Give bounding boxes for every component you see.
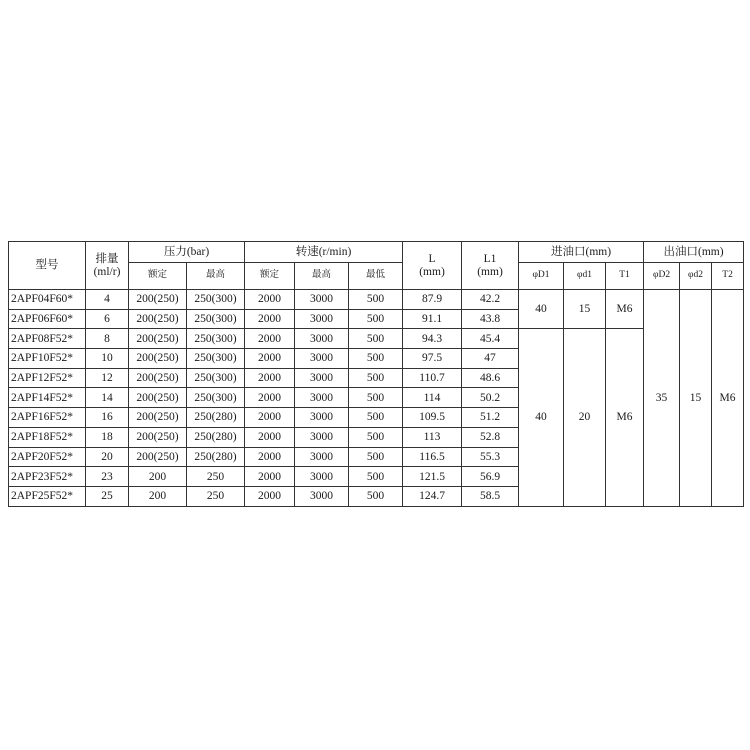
- cell-speed-max: 3000: [295, 349, 349, 369]
- cell-model: 2APF20F52*: [9, 447, 86, 467]
- cell-L1: 55.3: [462, 447, 519, 467]
- header-outlet: 出油口(mm): [644, 242, 744, 263]
- cell-inlet-T1-group2: M6: [606, 329, 644, 506]
- cell-L: 114: [403, 388, 462, 408]
- cell-pressure-rated: 200(250): [129, 388, 187, 408]
- cell-speed-max: 3000: [295, 368, 349, 388]
- cell-speed-min: 500: [349, 467, 403, 487]
- header-inlet-D1: φD1: [519, 263, 564, 290]
- cell-pressure-max: 250(280): [187, 427, 245, 447]
- cell-outlet-D2: 35: [644, 290, 680, 507]
- header-L-unit: (mm): [419, 265, 445, 278]
- header-inlet-d1: φd1: [564, 263, 606, 290]
- cell-model: 2APF06F60*: [9, 309, 86, 329]
- cell-pressure-rated: 200: [129, 467, 187, 487]
- cell-L1: 58.5: [462, 486, 519, 506]
- cell-pressure-rated: 200(250): [129, 427, 187, 447]
- header-L-label: L: [428, 253, 436, 266]
- cell-speed-max: 3000: [295, 486, 349, 506]
- cell-L: 121.5: [403, 467, 462, 487]
- header-displacement-label: 排量: [95, 253, 119, 266]
- cell-inlet-D1-group2: 40: [519, 329, 564, 506]
- cell-speed-max: 3000: [295, 329, 349, 349]
- cell-model: 2APF12F52*: [9, 368, 86, 388]
- cell-speed-min: 500: [349, 329, 403, 349]
- cell-inlet-D1-group1: 40: [519, 290, 564, 329]
- header-outlet-T2: T2: [712, 263, 744, 290]
- cell-displacement: 16: [86, 408, 129, 428]
- cell-displacement: 8: [86, 329, 129, 349]
- cell-speed-rated: 2000: [245, 427, 295, 447]
- cell-outlet-T2: M6: [712, 290, 744, 507]
- cell-pressure-rated: 200(250): [129, 447, 187, 467]
- cell-displacement: 12: [86, 368, 129, 388]
- cell-inlet-d1-group1: 15: [564, 290, 606, 329]
- header-speed-rated: 额定: [245, 263, 295, 290]
- cell-inlet-T1-group1: M6: [606, 290, 644, 329]
- cell-L1: 51.2: [462, 408, 519, 428]
- header-speed-min: 最低: [349, 263, 403, 290]
- cell-L1: 47: [462, 349, 519, 369]
- cell-speed-max: 3000: [295, 447, 349, 467]
- cell-pressure-max: 250: [187, 467, 245, 487]
- header-displacement: [86, 242, 129, 290]
- cell-L1: 43.8: [462, 309, 519, 329]
- cell-pressure-max: 250(300): [187, 329, 245, 349]
- header-inlet: 进油口(mm): [519, 242, 644, 263]
- cell-pressure-rated: 200(250): [129, 408, 187, 428]
- cell-pressure-max: 250(300): [187, 368, 245, 388]
- cell-displacement: 18: [86, 427, 129, 447]
- spec-table: [8, 241, 744, 507]
- header-pressure-rated: 额定: [129, 263, 187, 290]
- cell-speed-min: 500: [349, 486, 403, 506]
- cell-speed-max: 3000: [295, 467, 349, 487]
- cell-model: 2APF10F52*: [9, 349, 86, 369]
- cell-speed-rated: 2000: [245, 447, 295, 467]
- cell-pressure-max: 250(280): [187, 408, 245, 428]
- cell-speed-rated: 2000: [245, 388, 295, 408]
- cell-speed-rated: 2000: [245, 349, 295, 369]
- cell-L1: 42.2: [462, 290, 519, 310]
- cell-displacement: 4: [86, 290, 129, 310]
- cell-L1: 50.2: [462, 388, 519, 408]
- cell-pressure-max: 250(300): [187, 309, 245, 329]
- header-L: [403, 242, 462, 290]
- cell-model: 2APF25F52*: [9, 486, 86, 506]
- cell-L: 97.5: [403, 349, 462, 369]
- cell-speed-min: 500: [349, 427, 403, 447]
- cell-speed-max: 3000: [295, 408, 349, 428]
- cell-model: 2APF18F52*: [9, 427, 86, 447]
- cell-pressure-max: 250(300): [187, 290, 245, 310]
- cell-model: 2APF16F52*: [9, 408, 86, 428]
- cell-model: 2APF23F52*: [9, 467, 86, 487]
- header-L1-label: L1: [483, 253, 497, 266]
- cell-speed-max: 3000: [295, 427, 349, 447]
- cell-speed-max: 3000: [295, 388, 349, 408]
- cell-speed-rated: 2000: [245, 486, 295, 506]
- cell-inlet-d1-group2: 20: [564, 329, 606, 506]
- cell-pressure-max: 250(300): [187, 349, 245, 369]
- cell-speed-min: 500: [349, 408, 403, 428]
- cell-L: 110.7: [403, 368, 462, 388]
- cell-pressure-max: 250(300): [187, 388, 245, 408]
- cell-speed-rated: 2000: [245, 290, 295, 310]
- cell-L1: 45.4: [462, 329, 519, 349]
- header-pressure: 压力(bar): [129, 242, 245, 263]
- header-inlet-T1: T1: [606, 263, 644, 290]
- cell-pressure-rated: 200(250): [129, 329, 187, 349]
- cell-L: 87.9: [403, 290, 462, 310]
- cell-displacement: 14: [86, 388, 129, 408]
- cell-speed-min: 500: [349, 349, 403, 369]
- cell-pressure-rated: 200(250): [129, 368, 187, 388]
- cell-speed-rated: 2000: [245, 329, 295, 349]
- cell-speed-rated: 2000: [245, 368, 295, 388]
- cell-pressure-max: 250: [187, 486, 245, 506]
- cell-speed-max: 3000: [295, 309, 349, 329]
- cell-speed-max: 3000: [295, 290, 349, 310]
- cell-displacement: 10: [86, 349, 129, 369]
- cell-displacement: 20: [86, 447, 129, 467]
- header-outlet-d2: φd2: [680, 263, 712, 290]
- cell-L: 94.3: [403, 329, 462, 349]
- cell-model: 2APF14F52*: [9, 388, 86, 408]
- header-speed-max: 最高: [295, 263, 349, 290]
- cell-L: 116.5: [403, 447, 462, 467]
- cell-speed-rated: 2000: [245, 309, 295, 329]
- header-L1-unit: (mm): [477, 265, 503, 278]
- cell-L1: 56.9: [462, 467, 519, 487]
- cell-pressure-rated: 200(250): [129, 309, 187, 329]
- cell-pressure-rated: 200(250): [129, 349, 187, 369]
- cell-model: 2APF08F52*: [9, 329, 86, 349]
- cell-model: 2APF04F60*: [9, 290, 86, 310]
- cell-displacement: 25: [86, 486, 129, 506]
- cell-speed-min: 500: [349, 290, 403, 310]
- cell-L: 91.1: [403, 309, 462, 329]
- header-pressure-max: 最高: [187, 263, 245, 290]
- cell-pressure-max: 250(280): [187, 447, 245, 467]
- table-row: [9, 329, 744, 349]
- cell-speed-min: 500: [349, 447, 403, 467]
- header-model: 型号: [9, 242, 86, 290]
- header-outlet-D2: φD2: [644, 263, 680, 290]
- cell-outlet-d2: 15: [680, 290, 712, 507]
- cell-pressure-rated: 200: [129, 486, 187, 506]
- header-displacement-unit: (ml/r): [93, 265, 121, 278]
- cell-speed-min: 500: [349, 309, 403, 329]
- cell-speed-min: 500: [349, 388, 403, 408]
- cell-displacement: 23: [86, 467, 129, 487]
- cell-speed-rated: 2000: [245, 408, 295, 428]
- cell-speed-rated: 2000: [245, 467, 295, 487]
- cell-displacement: 6: [86, 309, 129, 329]
- table-row: [9, 290, 744, 310]
- cell-L: 113: [403, 427, 462, 447]
- cell-L1: 48.6: [462, 368, 519, 388]
- cell-L: 124.7: [403, 486, 462, 506]
- header-L1: [462, 242, 519, 290]
- header-speed: 转速(r/min): [245, 242, 403, 263]
- cell-L: 109.5: [403, 408, 462, 428]
- cell-speed-min: 500: [349, 368, 403, 388]
- cell-L1: 52.8: [462, 427, 519, 447]
- cell-pressure-rated: 200(250): [129, 290, 187, 310]
